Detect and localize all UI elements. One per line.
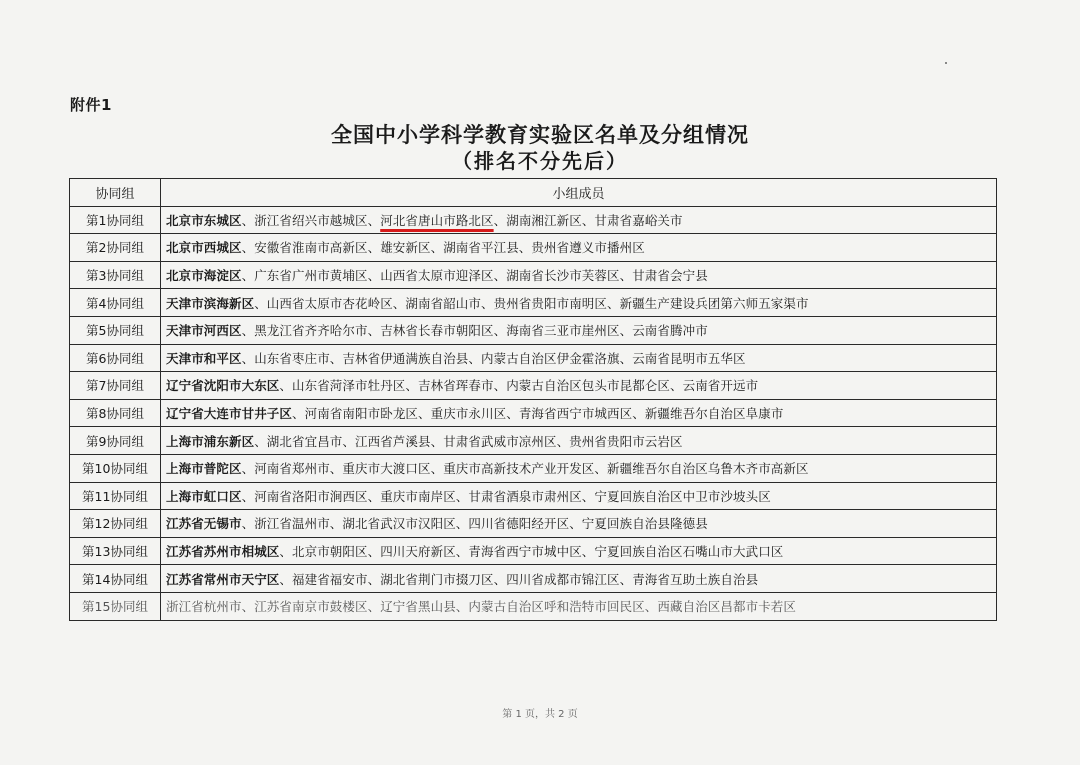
member-list: 、山东省枣庄市、吉林省伊通满族自治县、内蒙古自治区伊金霍洛旗、云南省昆明市五华区 — [241, 350, 746, 366]
table-row — [70, 482, 997, 510]
member-list: 、黑龙江省齐齐哈尔市、吉林省长春市朝阳区、海南省三亚市崖州区、云南省腾冲市 — [241, 323, 708, 339]
group-members-cell — [161, 510, 997, 538]
table-row — [70, 510, 997, 538]
member-list: 、广东省广州市黄埔区、山西省太原市迎泽区、湖南省长沙市芙蓉区、甘肃省会宁县 — [241, 268, 708, 284]
lead-member: 辽宁省沈阳市大东区 — [166, 378, 280, 394]
lead-member: 江苏省无锡市 — [166, 516, 242, 532]
document-title: 全国中小学科学教育实验区名单及分组情况 — [331, 122, 749, 147]
page-footer: 第 1 页，共 2 页 — [502, 709, 578, 720]
table-row — [70, 565, 997, 593]
group-members-cell — [161, 454, 997, 482]
lead-member: 上海市浦东新区 — [166, 433, 255, 449]
table-row — [70, 399, 997, 427]
table-body — [70, 206, 997, 620]
group-name-cell: 第1协同组 — [70, 206, 161, 234]
group-name-cell: 第14协同组 — [70, 565, 161, 593]
highlighted-member: 河北省唐山市路北区 — [380, 212, 494, 228]
group-name-cell: 第2协同组 — [70, 234, 161, 262]
group-members-cell — [161, 372, 997, 400]
table-row — [70, 261, 997, 289]
group-members-cell — [161, 537, 997, 565]
table-row — [70, 316, 997, 344]
member-list: 浙江省杭州市、江苏省南京市鼓楼区、辽宁省黑山县、内蒙古自治区呼和浩特市回民区、西藏自治区昌都市卡若区 — [166, 599, 797, 615]
table-row — [70, 592, 997, 620]
scan-speck — [945, 62, 947, 64]
group-name-cell: 第10协同组 — [70, 454, 161, 482]
member-list: 、湖北省宜昌市、江西省芦溪县、甘肃省武威市凉州区、贵州省贵阳市云岩区 — [254, 433, 683, 449]
table-row — [70, 454, 997, 482]
header-group: 协同组 — [70, 179, 161, 207]
group-members-cell — [161, 261, 997, 289]
group-name-cell: 第15协同组 — [70, 592, 161, 620]
table-row — [70, 234, 997, 262]
lead-member: 北京市海淀区 — [166, 268, 242, 284]
group-members-cell — [161, 206, 997, 234]
group-members-cell — [161, 316, 997, 344]
group-name-cell: 第5协同组 — [70, 316, 161, 344]
member-list: 、浙江省绍兴市越城区、 — [241, 212, 381, 228]
header-members: 小组成员 — [161, 179, 997, 207]
member-list: 、安徽省淮南市高新区、雄安新区、湖南省平江县、贵州省遵义市播州区 — [241, 240, 645, 256]
group-name-cell: 第9协同组 — [70, 427, 161, 455]
member-list-continued: 、湖南湘江新区、甘肃省嘉峪关市 — [493, 212, 683, 228]
table-row — [70, 427, 997, 455]
lead-member: 天津市和平区 — [166, 350, 242, 366]
group-name-cell: 第11协同组 — [70, 482, 161, 510]
table-row — [70, 372, 997, 400]
member-list: 、河南省南阳市卧龙区、重庆市永川区、青海省西宁市城西区、新疆维吾尔自治区阜康市 — [292, 406, 784, 422]
group-members-cell — [161, 289, 997, 317]
lead-member: 上海市虹口区 — [166, 488, 242, 504]
member-list: 、山东省菏泽市牡丹区、吉林省珲春市、内蒙古自治区包头市昆都仑区、云南省开远市 — [279, 378, 759, 394]
table-header-row — [70, 179, 997, 207]
group-name-cell: 第6协同组 — [70, 344, 161, 372]
attachment-label: 附件1 — [70, 96, 112, 114]
group-members-cell — [161, 399, 997, 427]
table-row — [70, 289, 997, 317]
document-subtitle: （排名不分先后） — [452, 149, 628, 173]
lead-member: 天津市滨海新区 — [166, 295, 255, 311]
lead-member: 天津市河西区 — [166, 323, 242, 339]
member-list: 、山西省太原市杏花岭区、湖南省韶山市、贵州省贵阳市南明区、新疆生产建设兵团第六师五家渠市 — [254, 295, 809, 311]
group-members-cell — [161, 234, 997, 262]
group-members-cell — [161, 482, 997, 510]
group-name-cell: 第8协同组 — [70, 399, 161, 427]
lead-member: 北京市西城区 — [166, 240, 242, 256]
lead-member: 北京市东城区 — [166, 212, 242, 228]
group-members-cell — [161, 427, 997, 455]
member-list: 、北京市朝阳区、四川天府新区、青海省西宁市城中区、宁夏回族自治区石嘴山市大武口区 — [279, 544, 784, 560]
group-name-cell: 第7协同组 — [70, 372, 161, 400]
member-list: 、浙江省温州市、湖北省武汉市汉阳区、四川省德阳经开区、宁夏回族自治县隆德县 — [241, 516, 708, 532]
group-name-cell: 第13协同组 — [70, 537, 161, 565]
member-list: 、河南省郑州市、重庆市大渡口区、重庆市高新技术产业开发区、新疆维吾尔自治区乌鲁木齐市高新区 — [241, 461, 809, 477]
group-name-cell: 第12协同组 — [70, 510, 161, 538]
group-members-cell — [161, 565, 997, 593]
lead-member: 江苏省常州市天宁区 — [166, 571, 280, 587]
table-row — [70, 344, 997, 372]
lead-member: 辽宁省大连市甘井子区 — [166, 406, 293, 422]
group-members-cell — [161, 344, 997, 372]
lead-member: 江苏省苏州市相城区 — [166, 544, 280, 560]
table-row — [70, 537, 997, 565]
member-list: 、福建省福安市、湖北省荆门市掇刀区、四川省成都市锦江区、青海省互助土族自治县 — [279, 571, 759, 587]
lead-member: 上海市普陀区 — [166, 461, 242, 477]
group-members-cell — [161, 592, 997, 620]
member-list: 、河南省洛阳市涧西区、重庆市南岸区、甘肃省酒泉市肃州区、宁夏回族自治区中卫市沙坡头区 — [241, 488, 771, 504]
table-row — [70, 206, 997, 234]
group-name-cell: 第4协同组 — [70, 289, 161, 317]
group-name-cell: 第3协同组 — [70, 261, 161, 289]
group-roster-table — [69, 178, 997, 621]
